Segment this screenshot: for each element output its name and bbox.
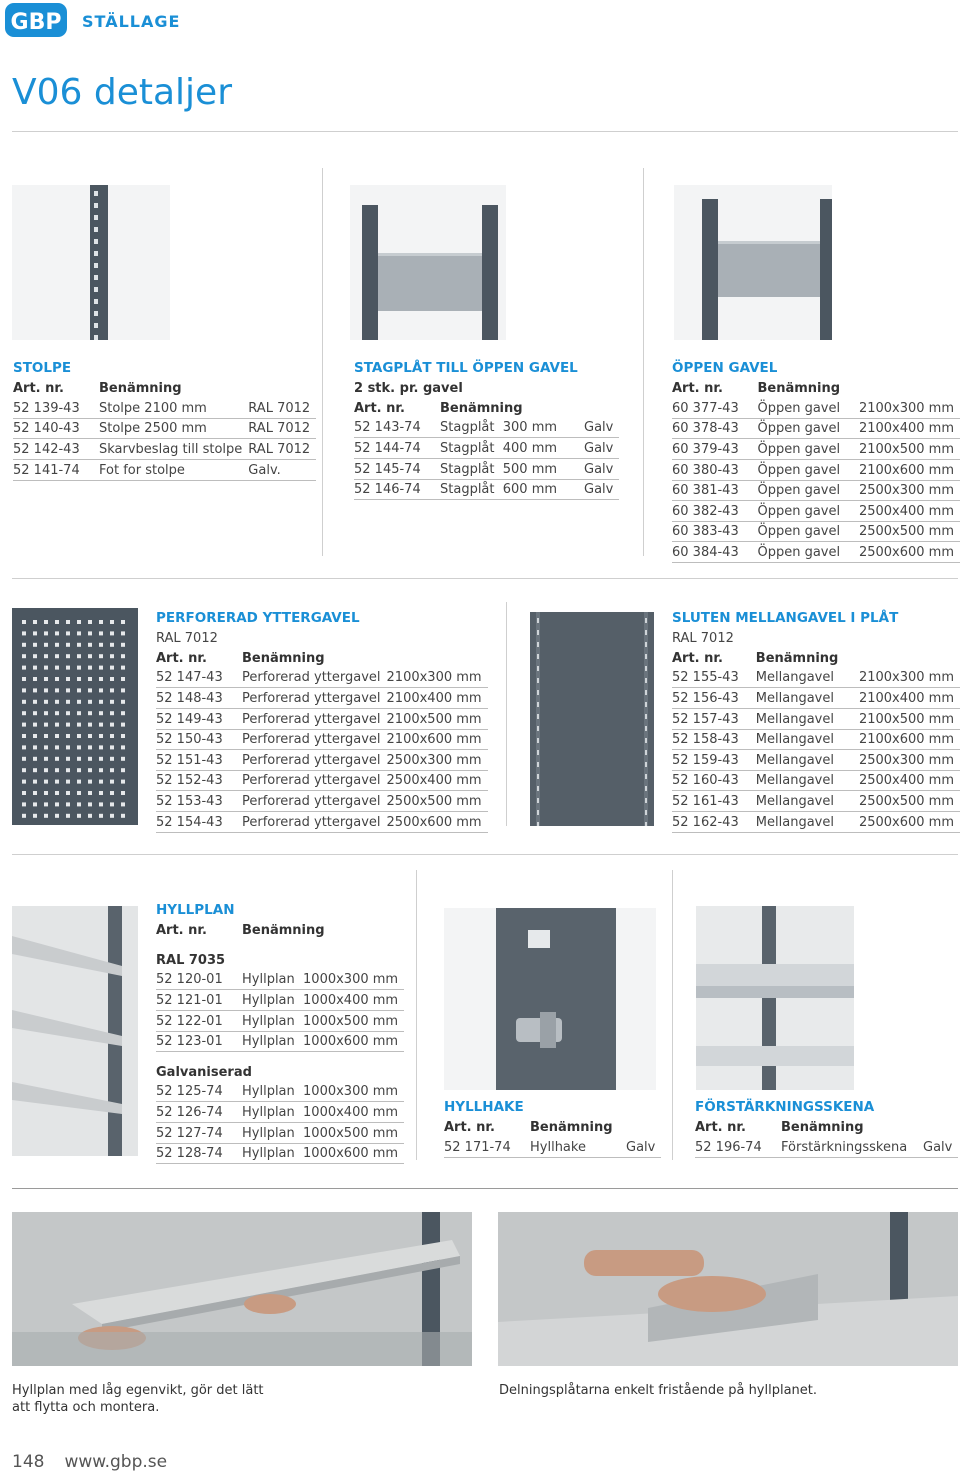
table-row: 52 154-43 Perforerad yttergavel 2500x600 mm [156,811,488,832]
oppen-table: Art. nr. Benämning 60 377-43 Öppen gavel 2100x300 mm 60 378-43 Öppen gavel 2100x400 mm 60 379-43 Öppen gavel 2100x500 mm 60 380-43 Öppen gavel 2100x600 mm 60 381-43 Öppen gavel 2500x300 mm 60 382-43 Öppen gavel 2500x400 mm 60 383-43 Öppen gavel 2500x500 mm 60 384-43 Öppen gavel 2500x600 mm [672,379,960,563]
section-label: STÄLLAGE [82,12,181,31]
table-row: 52 142-43 Skarvbeslag till stolpe RAL 7012 [13,439,316,460]
table-row: 52 127-74 Hyllplan 1000x500 mm [156,1122,404,1143]
table-row: 60 377-43 Öppen gavel 2100x300 mm [672,398,960,418]
table-row: 52 149-43 Perforerad yttergavel 2100x500 mm [156,708,488,729]
caption-left: Hyllplan med låg egenvikt, gör det lätt att flytta och montera. [12,1383,264,1415]
table-row: 60 381-43 Öppen gavel 2500x300 mm [672,480,960,501]
oppen-block [672,359,960,563]
stolpe-image [12,185,170,340]
hyllplan-block [156,901,404,1164]
row-divider [12,578,958,579]
website-link[interactable]: www.gbp.se [64,1452,168,1472]
table-row: 52 155-43 Mellangavel 2100x300 mm [672,668,960,688]
table-row: 52 145-74 Stagplåt 500 mm Galv [354,458,619,479]
divider [672,870,673,1160]
forstarkning-table: Art. nr. Benämning 52 196-74 Förstärkningsskena Galv [695,1118,958,1158]
stolpe-table [13,379,316,481]
table-row: 52 143-74 Stagplåt 300 mm Galv [354,418,619,438]
divider [416,870,417,1160]
hyllhake-heading: HYLLHAKE [444,1099,524,1115]
stagplat-subheading: 2 stk. pr. gavel [354,380,463,396]
table-row: 52 171-74 Hyllhake Galv [444,1137,661,1157]
table-row: 52 125-74 Hyllplan 1000x300 mm [156,1082,404,1102]
stolpe-heading: STOLPE [13,360,72,376]
stagplat-table: Art. nr. Benämning 52 143-74 Stagplåt 300 mm Galv 52 144-74 Stagplåt 400 mm Galv 52 145-74 Stagplåt 500 mm Galv 52 146-74 Stagplåt 600 mm Galv [354,398,619,500]
table-row: 60 383-43 Öppen gavel 2500x500 mm [672,521,960,542]
table-row: 52 161-43 Mellangavel 2500x500 mm [672,791,960,812]
hyllplan-heading: HYLLPLAN [156,902,235,918]
table-row: 60 378-43 Öppen gavel 2100x400 mm [672,418,960,439]
hyllplan-photo [12,1212,472,1366]
table-row: 52 152-43 Perforerad yttergavel 2500x400 mm [156,770,488,791]
table-row: 52 162-43 Mellangavel 2500x600 mm [672,811,960,832]
forstarkning-image [696,906,854,1090]
table-row: 52 158-43 Mellangavel 2100x600 mm [672,729,960,750]
sluten-block [672,609,960,833]
hyllplan-image [12,906,138,1156]
perforerad-block [156,609,488,833]
stagplat-block [354,359,619,500]
table-row: 60 382-43 Öppen gavel 2500x400 mm [672,501,960,522]
forstarkning-heading: FÖRSTÄRKNINGSSKENA [695,1099,875,1115]
sluten-color: RAL 7012 [672,630,734,646]
oppen-heading: ÖPPEN GAVEL [672,360,778,376]
divider [506,602,507,826]
caption-right: Delningsplåtarna enkelt fristående på hyllplanet. [499,1383,818,1398]
perforerad-color: RAL 7012 [156,630,218,646]
table-row: 52 122-01 Hyllplan 1000x500 mm [156,1010,404,1031]
table-row: 52 157-43 Mellangavel 2100x500 mm [672,708,960,729]
perforerad-heading: PERFORERAD YTTERGAVEL [156,610,360,626]
stagplat-image [350,185,506,340]
table-row: 52 150-43 Perforerad yttergavel 2100x600 mm [156,729,488,750]
hyllplan-table: Art. nr. Benämning RAL 7035 52 120-01 Hyllplan 1000x300 mm 52 121-01 Hyllplan 1000x400 mm 52 122-01 Hyllplan 1000x500 mm 52 123-01 Hyllplan 1000x600 mm Galvaniserad 52 125-74 Hyllplan 1000x300 mm 52 126-74 Hyllplan 1000x400 mm 52 127-74 Hyllplan 1000x500 mm 52 128-74 Hyllplan 1000x600 mm [156,921,404,1165]
table-row: 52 140-43 Stolpe 2500 mm RAL 7012 [13,418,316,439]
table-row: 52 147-43 Perforerad yttergavel 2100x300 mm [156,668,488,688]
title-divider [12,131,958,132]
col-artnr: Art. nr. [13,381,64,397]
oppen-gavel-image [674,185,832,340]
table-row: 52 159-43 Mellangavel 2500x300 mm [672,750,960,771]
hyllhake-table: Art. nr. Benämning 52 171-74 Hyllhake Galv [444,1118,661,1158]
hyllplan-group-galv: Galvaniserad [156,1064,252,1080]
perforerad-image [12,608,138,825]
row-divider [12,854,958,855]
sluten-image [530,612,654,826]
table-row: 52 153-43 Perforerad yttergavel 2500x500 mm [156,791,488,812]
table-row: 52 120-01 Hyllplan 1000x300 mm [156,970,404,990]
table-row: 52 148-43 Perforerad yttergavel 2100x400 mm [156,688,488,709]
table-row: 60 384-43 Öppen gavel 2500x600 mm [672,542,960,563]
table-row: 60 380-43 Öppen gavel 2100x600 mm [672,459,960,480]
row-divider [12,1188,958,1189]
hyllhake-image [444,908,656,1090]
table-row: 52 151-43 Perforerad yttergavel 2500x300 mm [156,750,488,771]
table-row: 52 196-74 Förstärkningsskena Galv [695,1137,958,1157]
hyllhake-block [444,1098,661,1158]
table-row: 52 123-01 Hyllplan 1000x600 mm [156,1031,404,1052]
sluten-heading: SLUTEN MELLANGAVEL I PLÅT [672,610,899,626]
table-row: 52 139-43 Stolpe 2100 mm RAL 7012 [13,398,316,418]
logo-text: GBP [10,10,62,35]
delningsplat-photo [498,1212,958,1366]
footer [12,1452,187,1472]
table-row: 52 141-74 Fot for stolpe Galv. [13,459,316,480]
hyllplan-group-ral: RAL 7035 [156,952,226,968]
stagplat-heading: STAGPLÅT TILL ÖPPEN GAVEL [354,360,578,376]
table-row: 60 379-43 Öppen gavel 2100x500 mm [672,439,960,460]
table-row: 52 146-74 Stagplåt 600 mm Galv [354,479,619,500]
table-row: 52 156-43 Mellangavel 2100x400 mm [672,688,960,709]
gbp-logo [4,2,68,38]
table-row: 52 121-01 Hyllplan 1000x400 mm [156,990,404,1011]
forstarkning-block [695,1098,958,1158]
divider [322,168,323,556]
table-row: 52 128-74 Hyllplan 1000x600 mm [156,1143,404,1164]
page-title: V06 detaljer [12,72,233,113]
table-row: 52 144-74 Stagplåt 400 mm Galv [354,438,619,459]
table-row: 52 160-43 Mellangavel 2500x400 mm [672,770,960,791]
stolpe-block [13,359,316,481]
col-benamning: Benämning [99,381,182,397]
table-row: 52 126-74 Hyllplan 1000x400 mm [156,1102,404,1123]
divider [643,168,644,556]
sluten-table: Art. nr. Benämning 52 155-43 Mellangavel 2100x300 mm 52 156-43 Mellangavel 2100x400 mm 52 157-43 Mellangavel 2100x500 mm 52 158-43 Mellangavel 2100x600 mm 52 159-43 Mellangavel 2500x300 mm 52 160-43 Mellangavel 2500x400 mm 52 161-43 Mellangavel 2500x500 mm 52 162-43 Mellangavel 2500x600 mm [672,648,960,832]
page-number: 148 [12,1452,45,1472]
perforerad-table: Art. nr. Benämning 52 147-43 Perforerad yttergavel 2100x300 mm 52 148-43 Perforerad yttergavel 2100x400 mm 52 149-43 Perforerad yttergavel 2100x500 mm 52 150-43 Perforerad yttergavel 2100x600 mm 52 151-43 Perforerad yttergavel 2500x300 mm 52 152-43 Perforerad yttergavel 2500x400 mm 52 153-43 Perforerad yttergavel 2500x500 mm 52 154-43 Perforerad yttergavel 2500x600 mm [156,648,488,832]
